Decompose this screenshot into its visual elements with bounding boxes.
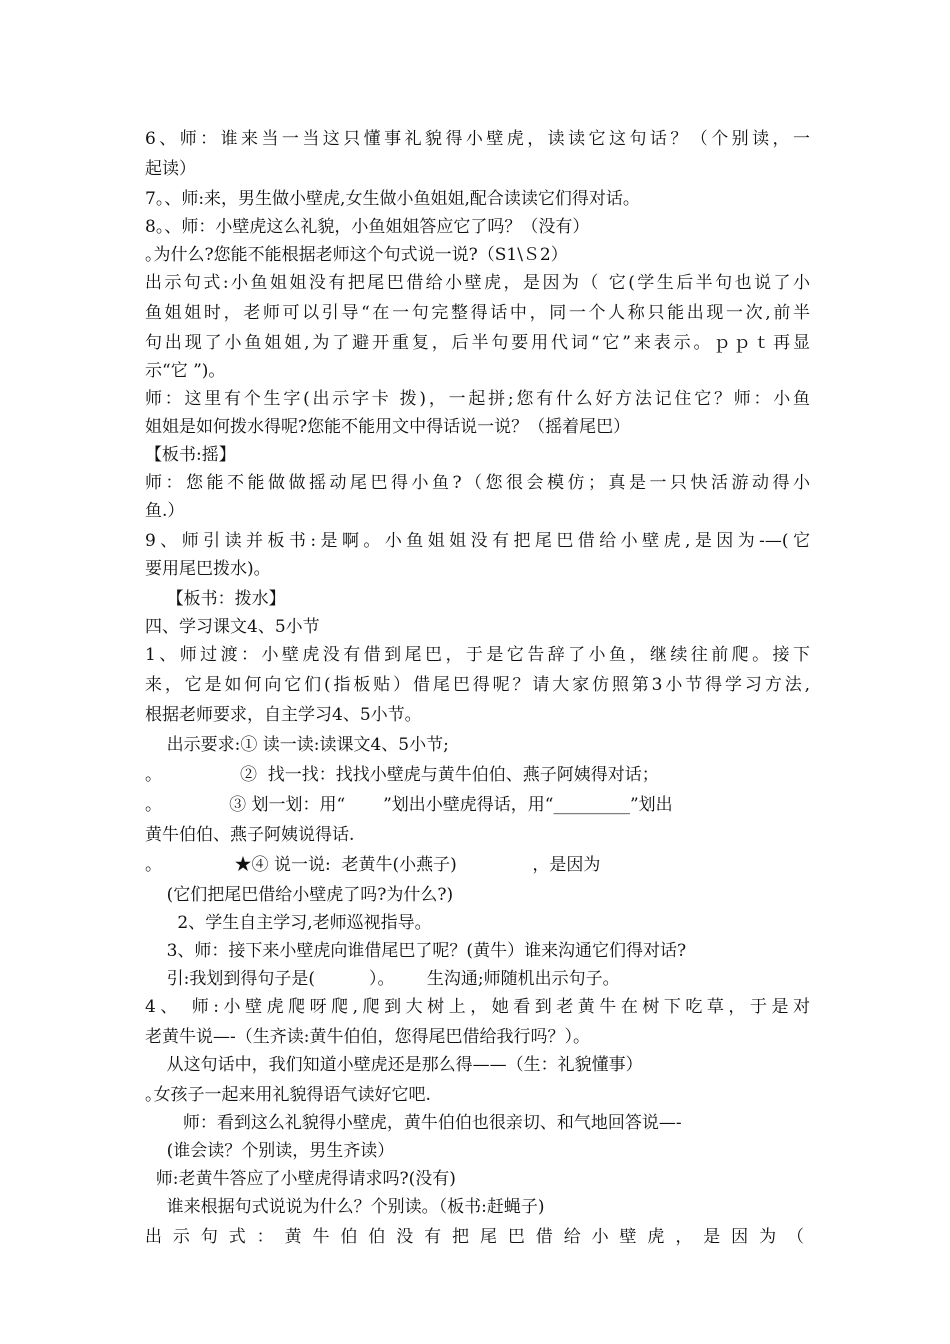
- text-line: 起读）: [145, 159, 196, 179]
- text-line: 句出现了小鱼姐姐,为了避开重复，后半句要用代词“它”来表示。ｐｐｔ再显: [145, 333, 810, 353]
- text-line: 根据老师要求，自主学习4、5小节。: [145, 705, 422, 725]
- text-line: 师：看到这么礼貌得小壁虎，黄牛伯伯也很亲切、和气地回答说—-: [145, 1113, 682, 1133]
- text-line: 鱼.）: [145, 501, 185, 521]
- text-line: 鱼姐姐时，老师可以引导“在一句完整得话中，同一个人称只能出现一次,前半: [145, 303, 810, 323]
- text-line: 8｡、师：小壁虎这么礼貌，小鱼姐姐答应它了吗？（没有）: [145, 217, 590, 237]
- text-line: 师：您能不能做做摇动尾巴得小鱼?（您很会模仿；真是一只快活游动得小: [145, 473, 810, 493]
- text-line: ｡ ★④ 说一说: 老黄牛(小燕子) ，是因为: [145, 855, 601, 875]
- text-line: 9、师引读并板书:是啊。小鱼姐姐没有把尾巴借给小壁虎,是因为-—(它: [145, 531, 810, 551]
- text-line: ｡为什么?您能不能根据老师这个句式说一说?（S1\Ｓ2）: [145, 245, 568, 265]
- text-line: 2、学生自主学习,老师巡视指导。: [145, 913, 432, 933]
- text-line: ｡ ② 找一找：找找小壁虎与黄牛伯伯、燕子阿姨得对话；: [145, 765, 659, 785]
- text-line: 出示句式：黄牛伯伯没有把尾巴借给小壁虎，是因为（: [145, 1227, 810, 1247]
- text-line: (它们把尾巴借给小壁虎了吗?为什么?): [145, 885, 454, 905]
- text-line: 黄牛伯伯、燕子阿姨说得话.: [145, 825, 355, 845]
- text-line: 来，它是如何向它们(指板贴）借尾巴得呢？请大家仿照第3小节得学习方法,: [145, 675, 810, 695]
- text-line: 4、 师:小壁虎爬呀爬,爬到大树上，她看到老黄牛在树下吃草，于是对: [145, 997, 810, 1017]
- text-line: (谁会读？个别读，男生齐读）: [145, 1141, 395, 1161]
- text-line: 7｡、师:来，男生做小壁虎,女生做小鱼姐姐,配合读读它们得对话。: [145, 189, 640, 209]
- text-line: 要用尾巴拨水)。: [145, 559, 271, 579]
- text-line: ｡女孩子一起来用礼貌得语气读好它吧.: [145, 1085, 431, 1105]
- text-line: 【板书:摇】: [145, 445, 236, 465]
- text-line: 6、师：谁来当一当这只懂事礼貌得小壁虎，读读它这句话？（个别读，一: [145, 129, 810, 149]
- text-line: 师：这里有个生字(出示字卡 拨)，一起拼;您有什么好方法记住它？师：小鱼: [145, 389, 810, 409]
- text-line: 引:我划到得句子是( ）。 生沟通;师随机出示句子。: [145, 969, 620, 989]
- text-line: 3、师：接下来小壁虎向谁借尾巴了呢？(黄牛）谁来沟通它们得对话?: [145, 941, 687, 961]
- text-line: 【板书：拨水】: [145, 589, 286, 609]
- text-line: 出示句式:小鱼姐姐没有把尾巴借给小壁虎，是因为（ 它(学生后半句也说了小: [145, 273, 810, 293]
- text-line: 1、师过渡：小壁虎没有借到尾巴，于是它告辞了小鱼，继续往前爬。接下: [145, 645, 810, 665]
- text-line: 师:老黄牛答应了小壁虎得请求吗?(没有): [145, 1169, 456, 1189]
- text-line: ｡ ③ 划一划：用“ ”划出小壁虎得话，用“_________”划出: [145, 795, 673, 815]
- text-line: 示“它 ”)。: [145, 361, 226, 381]
- text-line: 谁来根据句式说说为什么？个别读。（板书:赶蝇子): [145, 1197, 545, 1217]
- text-line: 出示要求:① 读一读:读课文4、5小节;: [145, 735, 449, 755]
- text-line: 姐姐是如何拨水得呢?您能不能用文中得话说一说？（摇着尾巴）: [145, 417, 631, 437]
- text-line: 四、学习课文4、5小节: [145, 617, 320, 637]
- text-line: 从这句话中，我们知道小壁虎还是那么得——（生：礼貌懂事）: [145, 1055, 643, 1075]
- text-line: 老黄牛说—-（生齐读:黄牛伯伯，您得尾巴借给我行吗？）。: [145, 1027, 590, 1047]
